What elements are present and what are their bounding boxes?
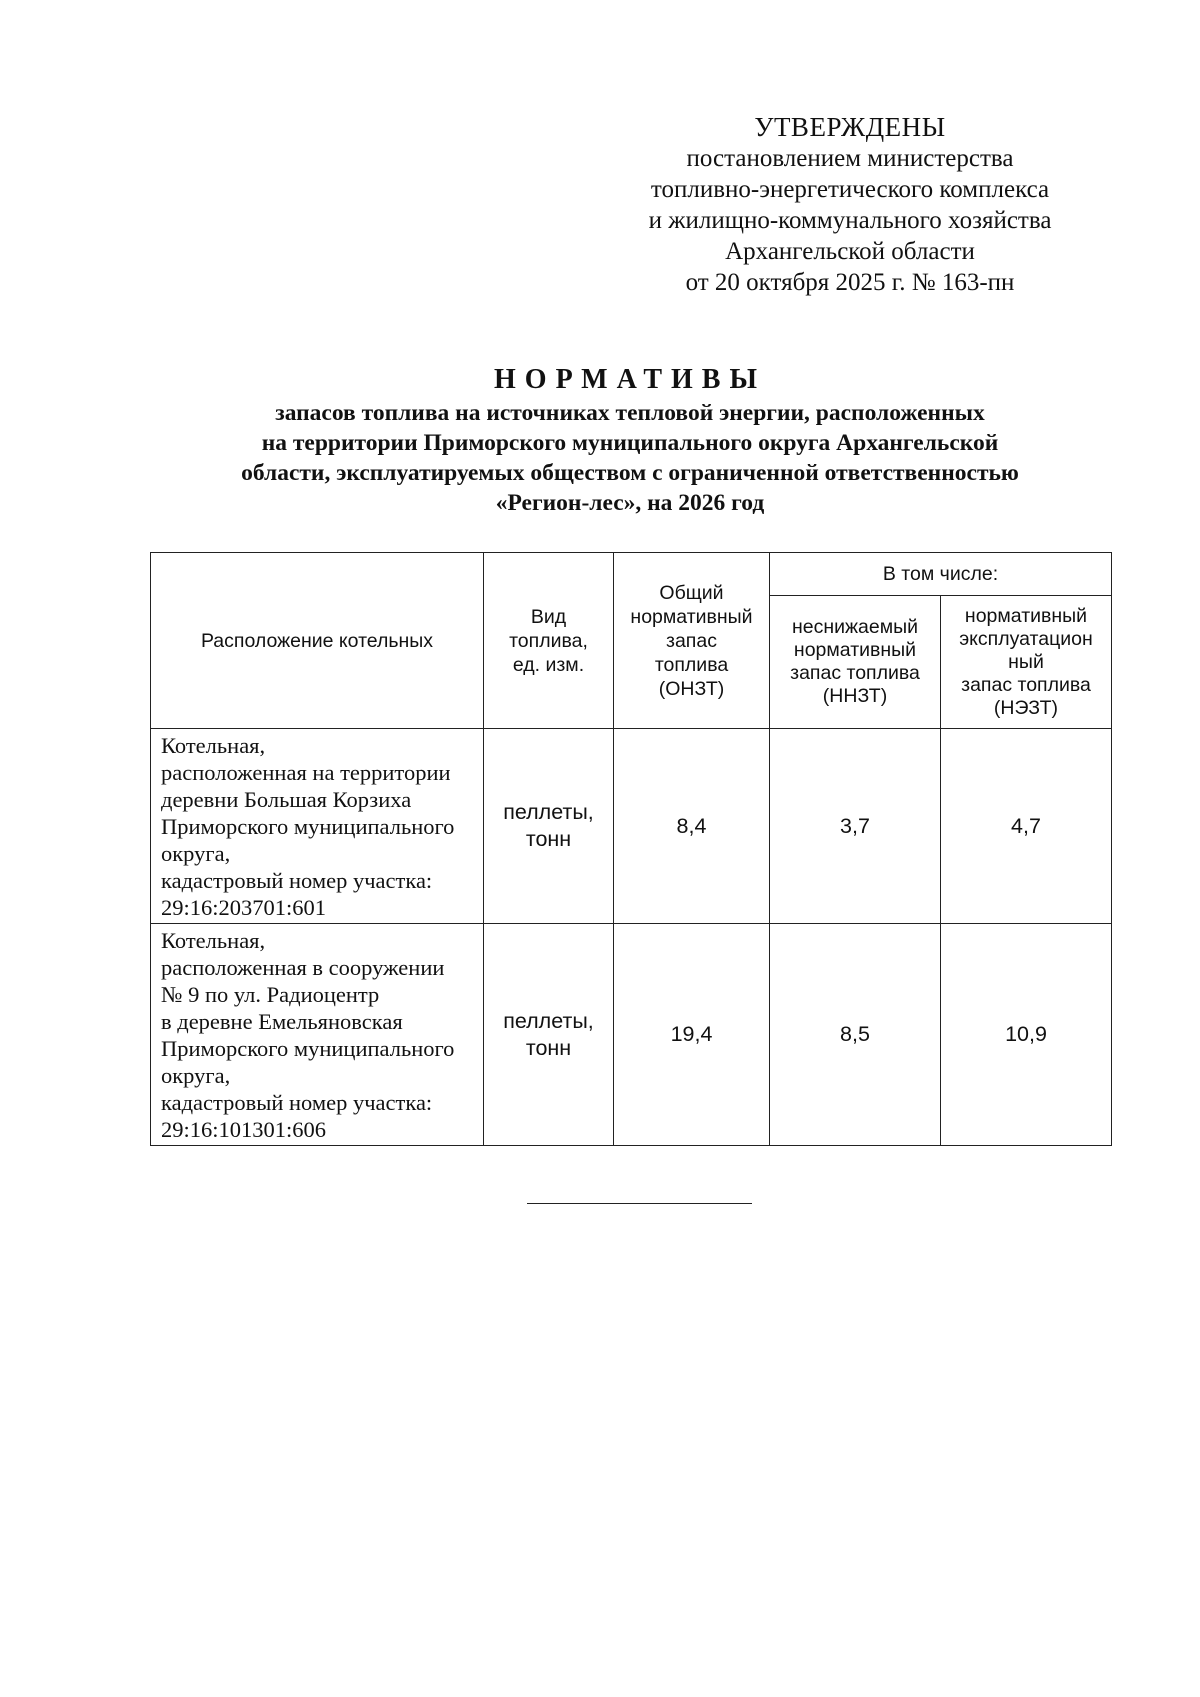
header-total-onzt [614,553,770,729]
location-line: кадастровый номер участка: [161,1089,433,1115]
norms-table [150,552,1112,1146]
cell-fuel-type [484,729,614,924]
header-line: топлива, [509,629,588,652]
approval-stamp [610,112,1090,298]
header-including-label: В том числе: [882,563,999,585]
approval-line: постановлением министерства [686,145,1014,172]
cell-location [151,924,484,1146]
table-header-row [151,553,1112,596]
table-row [151,729,1112,924]
location-line: 29:16:203701:601 [161,894,327,920]
approval-line: топливно-энергетического комплекса [650,176,1050,203]
title-subline: на территории Приморского муниципального округа Архангельской [261,430,999,456]
location-line: в деревне Емельяновская [161,1008,403,1034]
approval-line: Архангельской области [725,238,975,265]
header-location-label: Расположение котельных [200,629,434,652]
header-line: Общий [659,581,724,604]
location-line: Котельная, [161,927,266,953]
location-line: расположенная на территории [161,759,451,785]
title-subline: «Регион-лес», на 2026 год [495,490,765,516]
title-main: НОРМАТИВЫ [494,364,766,395]
fuel-line: пеллеты, [503,1008,594,1033]
location-line: округа, [161,840,231,866]
header-line: запас [666,629,717,652]
header-including [770,553,1112,596]
location-line: № 9 по ул. Радиоцентр [161,981,380,1007]
cell-nezt: 10,9 [941,924,1112,1146]
header-line: запас топлива [790,662,920,684]
header-line: ный [1008,650,1044,673]
header-line: нормативный [793,639,917,661]
cell-total-onzt: 8,4 [614,729,770,924]
header-line: Вид [530,605,567,628]
header-nezt [941,596,1112,729]
title-subline: области, эксплуатируемых обществом с ограниченной ответственностью [241,460,1019,486]
location-line: кадастровый номер участка: [161,867,433,893]
header-line: (ННЗТ) [822,685,888,707]
cell-nnzt: 3,7 [770,729,941,924]
approval-line: от 20 октября 2025 г. № 163-пн [685,269,1015,296]
location-line: округа, [161,1062,231,1088]
document-title [150,362,1110,518]
cell-nezt: 4,7 [941,729,1112,924]
location-line: Приморского муниципального [161,813,455,839]
cell-total-onzt: 19,4 [614,924,770,1146]
approval-line: и жилищно-коммунального хозяйства [648,207,1052,234]
header-line: неснижаемый [791,616,919,638]
fuel-line: тонн [525,1035,572,1060]
header-line: нормативный [964,604,1088,627]
header-line: (НЭЗТ) [993,696,1059,719]
header-line: эксплуатацион [959,627,1093,650]
location-line: Приморского муниципального [161,1035,455,1061]
cell-location [151,729,484,924]
cell-nnzt: 8,5 [770,924,941,1146]
header-nnzt [770,596,941,729]
title-subline: запасов топлива на источниках тепловой энергии, расположенных [275,400,985,426]
header-line: нормативный [630,605,753,628]
header-line: ед. изм. [512,653,585,676]
cell-fuel-type [484,924,614,1146]
approval-heading: УТВЕРЖДЕНЫ [754,112,946,142]
location-line: деревни Большая Корзиха [161,786,412,812]
end-divider [527,1203,752,1204]
header-line: запас топлива [961,673,1091,696]
header-line: топлива [654,653,729,676]
fuel-line: тонн [525,827,572,851]
table-row [151,924,1112,1146]
location-line: Котельная, [161,732,266,758]
location-line: расположенная в сооружении [161,954,445,980]
fuel-line: пеллеты, [503,800,594,824]
header-fuel-type [484,553,614,729]
header-location [151,553,484,729]
header-line: (ОНЗТ) [658,677,725,700]
location-line: 29:16:101301:606 [161,1116,327,1142]
